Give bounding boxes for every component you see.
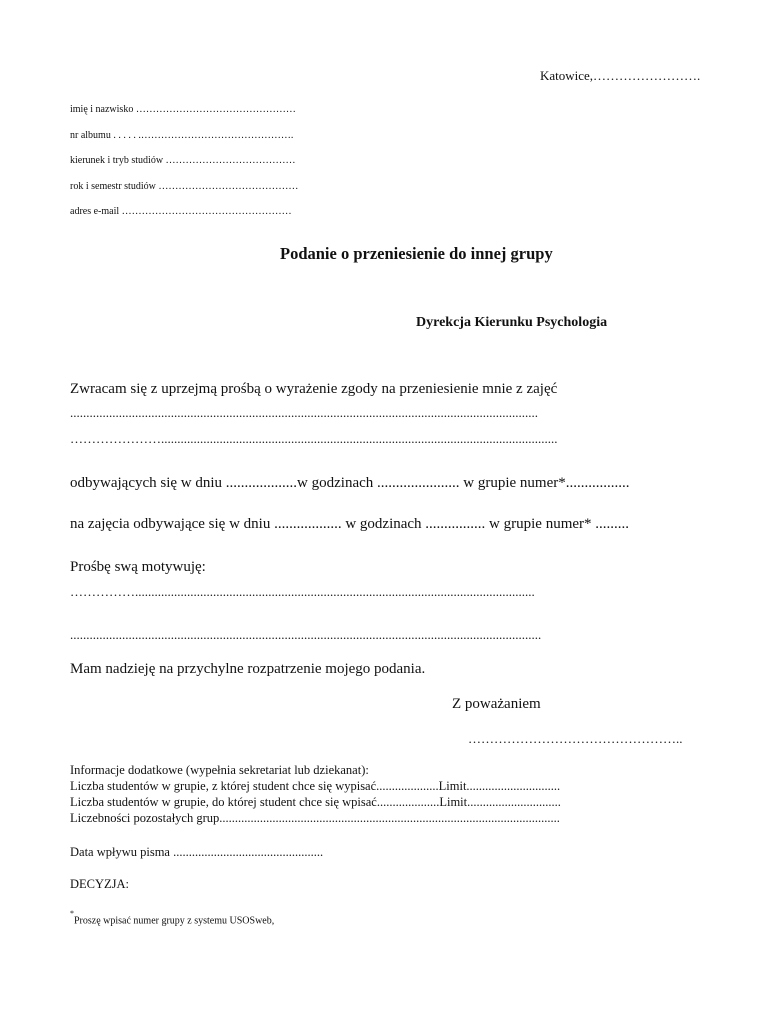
blank-line-1: ................................................................................................................................................ <box>70 405 538 420</box>
field-email: adres e-mail …………………………………………… <box>70 206 292 217</box>
addressee: Dyrekcja Kierunku Psychologia <box>416 315 608 330</box>
closing-hope: Mam nadzieję na przychylne rozpatrzenie mojego podania. <box>70 661 426 677</box>
field-year-semester: rok i semestr studiów …………………………………… <box>70 181 299 192</box>
place-date: Katowice,……………………. <box>540 68 701 83</box>
motivation-line-2: ................................................................................................................................................. <box>70 627 542 642</box>
field-name: imię i nazwisko ………………………………………… <box>70 104 296 115</box>
to-classes-line: na zajęcia odbywające się w dniu .................. w godzinach ................ w grupie numer* ......... <box>70 516 630 532</box>
field-album-number: nr albumu . . . . . .………………………………………. <box>70 130 294 141</box>
motivation-line-1: ……………........................................................................................................................... <box>70 584 535 599</box>
blank-line-2: ………………….......................................................................................................................... <box>70 431 558 446</box>
decision-label: DECYZJA: <box>70 877 130 891</box>
footnote <box>70 909 275 927</box>
motivation-label: Prośbę swą motywuję: <box>70 559 206 575</box>
info-row-other-groups: Liczebności pozostałych grup............................................................................................................. <box>70 811 560 825</box>
footnote-mark: * <box>70 909 74 918</box>
document-title: Podanie o przeniesienie do innej grupy <box>280 244 553 263</box>
signature-line: ………………………………………….. <box>468 731 683 746</box>
receipt-date: Data wpływu pisma ................................................ <box>70 845 324 859</box>
regards: Z poważaniem <box>452 696 541 712</box>
field-study-program: kierunek i tryb studiów ………………………………… <box>70 155 296 166</box>
info-row-from-group: Liczba studentów w grupie, z której student chce się wypisać....................Limit.............................. <box>70 779 561 793</box>
info-heading: Informacje dodatkowe (wypełnia sekretariat lub dziekanat): <box>70 763 369 777</box>
info-row-to-group: Liczba studentów w grupie, do której student chce się wpisać....................Limit.............................. <box>70 795 561 809</box>
footnote-text: Proszę wpisać numer grupy z systemu USOSweb, <box>74 915 275 927</box>
request-text: Zwracam się z uprzejmą prośbą o wyrażenie zgody na przeniesienie mnie z zajęć <box>70 381 558 397</box>
from-classes-line: odbywających się w dniu ...................w godzinach ...................... w grupie numer*................. <box>70 475 630 491</box>
